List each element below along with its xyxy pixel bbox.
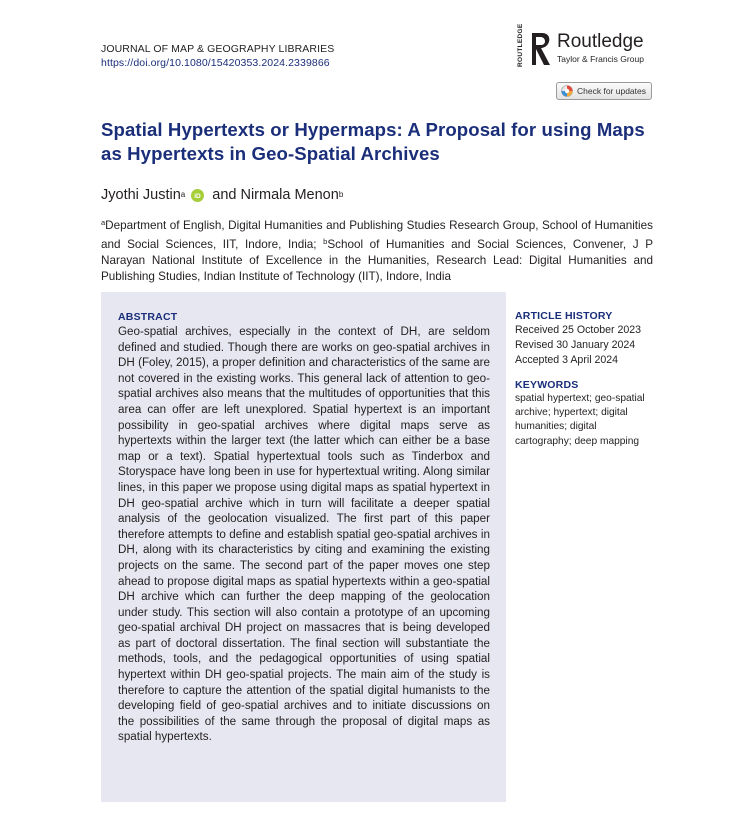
received-date: Received 25 October 2023 bbox=[515, 324, 642, 336]
logo-brand: Routledge bbox=[557, 31, 644, 52]
keywords-list: spatial hypertext; geo-spatial archive; hypertext; digital humanities; digital cartography; deep mapping bbox=[515, 393, 645, 447]
author-2-affil-mark: b bbox=[338, 190, 344, 199]
logo-subtitle: Taylor & Francis Group bbox=[557, 54, 644, 64]
affil-b-mark: b bbox=[323, 237, 328, 246]
accepted-date: Accepted 3 April 2024 bbox=[515, 354, 619, 366]
doi-link[interactable]: https://doi.org/10.1080/15420353.2024.2339866 bbox=[101, 57, 330, 69]
keywords-heading: KEYWORDS bbox=[515, 379, 579, 391]
affiliations bbox=[101, 215, 653, 285]
affil-b-text: School of Humanities and Social Sciences, Convener, J P Narayan National Institute of Excellence in the Humanities, Research Lead: Digital Humanities and Publishing Studies, Indian Institute of Technology (IIT), Indore, India bbox=[101, 238, 653, 283]
author-connector: and bbox=[212, 187, 237, 203]
author-2[interactable]: Nirmala Menon bbox=[240, 187, 339, 203]
abstract-panel bbox=[101, 292, 506, 802]
author-1[interactable]: Jyothi Justin bbox=[101, 187, 181, 203]
author-1-affil-mark: a bbox=[180, 190, 186, 199]
orcid-icon[interactable] bbox=[191, 189, 204, 202]
article-sidebar bbox=[515, 309, 650, 449]
publisher-logo[interactable] bbox=[517, 23, 657, 71]
abstract-heading: ABSTRACT bbox=[118, 311, 178, 323]
routledge-mark-icon bbox=[529, 31, 553, 67]
journal-name: JOURNAL OF MAP & GEOGRAPHY LIBRARIES bbox=[101, 43, 335, 55]
article-title: Spatial Hypertexts or Hypermaps: A Proposal for using Maps as Hypertexts in Geo-Spatial Archives bbox=[101, 119, 645, 164]
svg-text:iD: iD bbox=[194, 192, 201, 200]
author-line bbox=[101, 185, 343, 205]
revised-date: Revised 30 January 2024 bbox=[515, 339, 636, 351]
check-updates-icon bbox=[561, 85, 573, 97]
logo-vertical-text: ROUTLEDGE bbox=[517, 23, 524, 67]
journal-header bbox=[101, 42, 334, 70]
affil-a-text: Department of English, Digital Humanities and Publishing Studies Research Group, School of Humanities and Social Sciences, IIT, Indore, India; bbox=[101, 219, 653, 251]
check-updates-label: Check for updates bbox=[577, 86, 646, 96]
article-history-heading: ARTICLE HISTORY bbox=[515, 310, 613, 322]
check-for-updates-button[interactable] bbox=[556, 82, 652, 100]
abstract-text: Geo-spatial archives, especially in the context of DH, are seldom defined and studied. Though there are works on geo-spatial archives in DH (Foley, 2015), a proper definition and characteristics of the same are not covered in the existing works. This general lack of attention to geo-spatial archives also means that the multitudes of opportunities that this area can offer are left unexplored. Spatial hypertext is an important possibility in geo-spatial archives where digital maps serve as hypertexts within the larger text (the latter which can either be a base map or a text). Spatial hypertextual tools such as Tinderbox and Storyspace have long been in use for hypertextual writing. Along similar lines, in this paper we propose using digital maps as spatial hypertext in DH geo-spatial archive which in turn will facilitate a deeper spatial analysis of the geolocation visualized. The first part of this paper therefore attempts to define and establish spatial geo-spatial archives in DH, along with its characteristics by citing and examining the existing projects on the same. The second part of the paper moves one step ahead to propose digital maps as spatial hypertexts within a geo-spatial DH archive which can further the deep mapping of the geolocation under study. This section will also contain a prototype of an upcoming geo-spatial archival DH project on massacres that is being developed as part of doctoral dissertation. The final section will substantiate the methods, tools, and the pedagogical opportunities of using spatial hypertext within DH geo-spatial projects. The main aim of the study is therefore to capture the attention of the spatial digital humanists to the developing field of geo-spatial archives and to initiate discussions on the possibilities of the same through the proposal of digital maps as spatial hypertexts. bbox=[118, 325, 490, 744]
affil-a-mark: a bbox=[101, 218, 106, 227]
